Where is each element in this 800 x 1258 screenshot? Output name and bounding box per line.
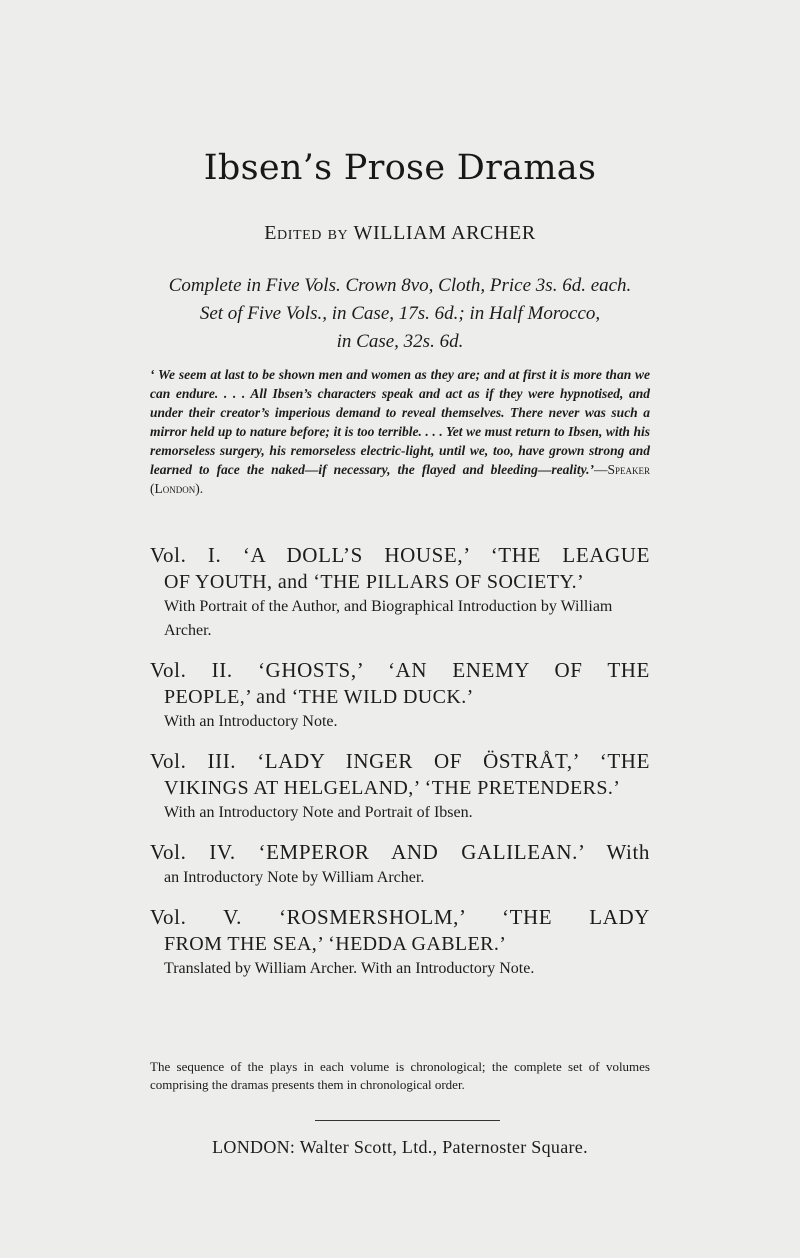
volume-description: an Introductory Note by William Archer.	[164, 869, 425, 886]
volume-heading: Vol. II. ‘GHOSTS,’ ‘AN ENEMY OF THE	[150, 658, 650, 682]
volume-titles: PEOPLE,’ and ‘THE WILD DUCK.’	[164, 686, 474, 708]
volume-entry	[150, 904, 650, 981]
quote-source: —Speaker (London).	[150, 462, 650, 496]
volume-heading: Vol. V. ‘ROSMERSHOLM,’ ‘THE LADY	[150, 905, 650, 929]
volume-description: With an Introductory Note.	[164, 713, 338, 730]
volume-description: Translated by William Archer. With an Introductory Note.	[164, 960, 535, 977]
editor-prefix: Edited by	[264, 222, 349, 244]
sequence-note: The sequence of the plays in each volume is chronological; the complete set of volumes comprising the dramas presents them in chronological order.	[150, 1059, 650, 1092]
volume-entry	[150, 542, 650, 643]
volume-heading: Vol. III. ‘LADY INGER OF ÖSTRÅT,’ ‘THE	[150, 749, 650, 773]
volume-list	[150, 542, 650, 995]
volume-titles: FROM THE SEA,’ ‘HEDDA GABLER.’	[164, 933, 507, 955]
volume-heading: Vol. IV. ‘EMPEROR AND GALILEAN.’ With	[150, 840, 650, 864]
quote-text: ‘ We seem at last to be shown men and women as they are; and at first it is more than we can endure. . . . All Ibsen’s characters speak and act as if they were hypnotised, and under their creator’s imperious demand to reveal themselves. There never was such a mirror held up to nature before; it is too terrible. . . . Yet we must return to Ibsen, with his remorseless surgery, his remorseless electric-light, until we, too, have grown strong and learned to face the naked—if necessary, the flayed and bleeding—reality.’	[150, 367, 650, 477]
volume-titles: OF YOUTH, and ‘THE PILLARS OF SOCIETY.’	[164, 571, 585, 593]
volume-entry	[150, 748, 650, 825]
volume-description: With Portrait of the Author, and Biographical Introduction by William Archer.	[164, 598, 613, 639]
editor-name: WILLIAM ARCHER	[353, 222, 536, 244]
editor-line	[0, 222, 800, 245]
divider	[315, 1120, 500, 1121]
page-title: Ibsen’s Prose Dramas	[203, 148, 597, 188]
review-quote	[150, 365, 650, 498]
volume-entry	[150, 839, 650, 890]
volume-titles: VIKINGS AT HELGELAND,’ ‘THE PRETENDERS.’	[164, 777, 621, 799]
publication-line-1: Complete in Five Vols. Crown 8vo, Cloth, Price 3s. 6d. each.	[168, 275, 632, 296]
volume-entry	[150, 657, 650, 734]
publication-details	[100, 272, 700, 356]
volume-description: With an Introductory Note and Portrait of Ibsen.	[164, 804, 473, 821]
publisher-footer: LONDON: Walter Scott, Ltd., Paternoster Square.	[212, 1137, 588, 1157]
volume-heading: Vol. I. ‘A DOLL’S HOUSE,’ ‘THE LEAGUE	[150, 543, 650, 567]
publication-line-3: in Case, 32s. 6d.	[336, 331, 464, 352]
publication-line-2: Set of Five Vols., in Case, 17s. 6d.; in Half Morocco,	[199, 303, 601, 324]
